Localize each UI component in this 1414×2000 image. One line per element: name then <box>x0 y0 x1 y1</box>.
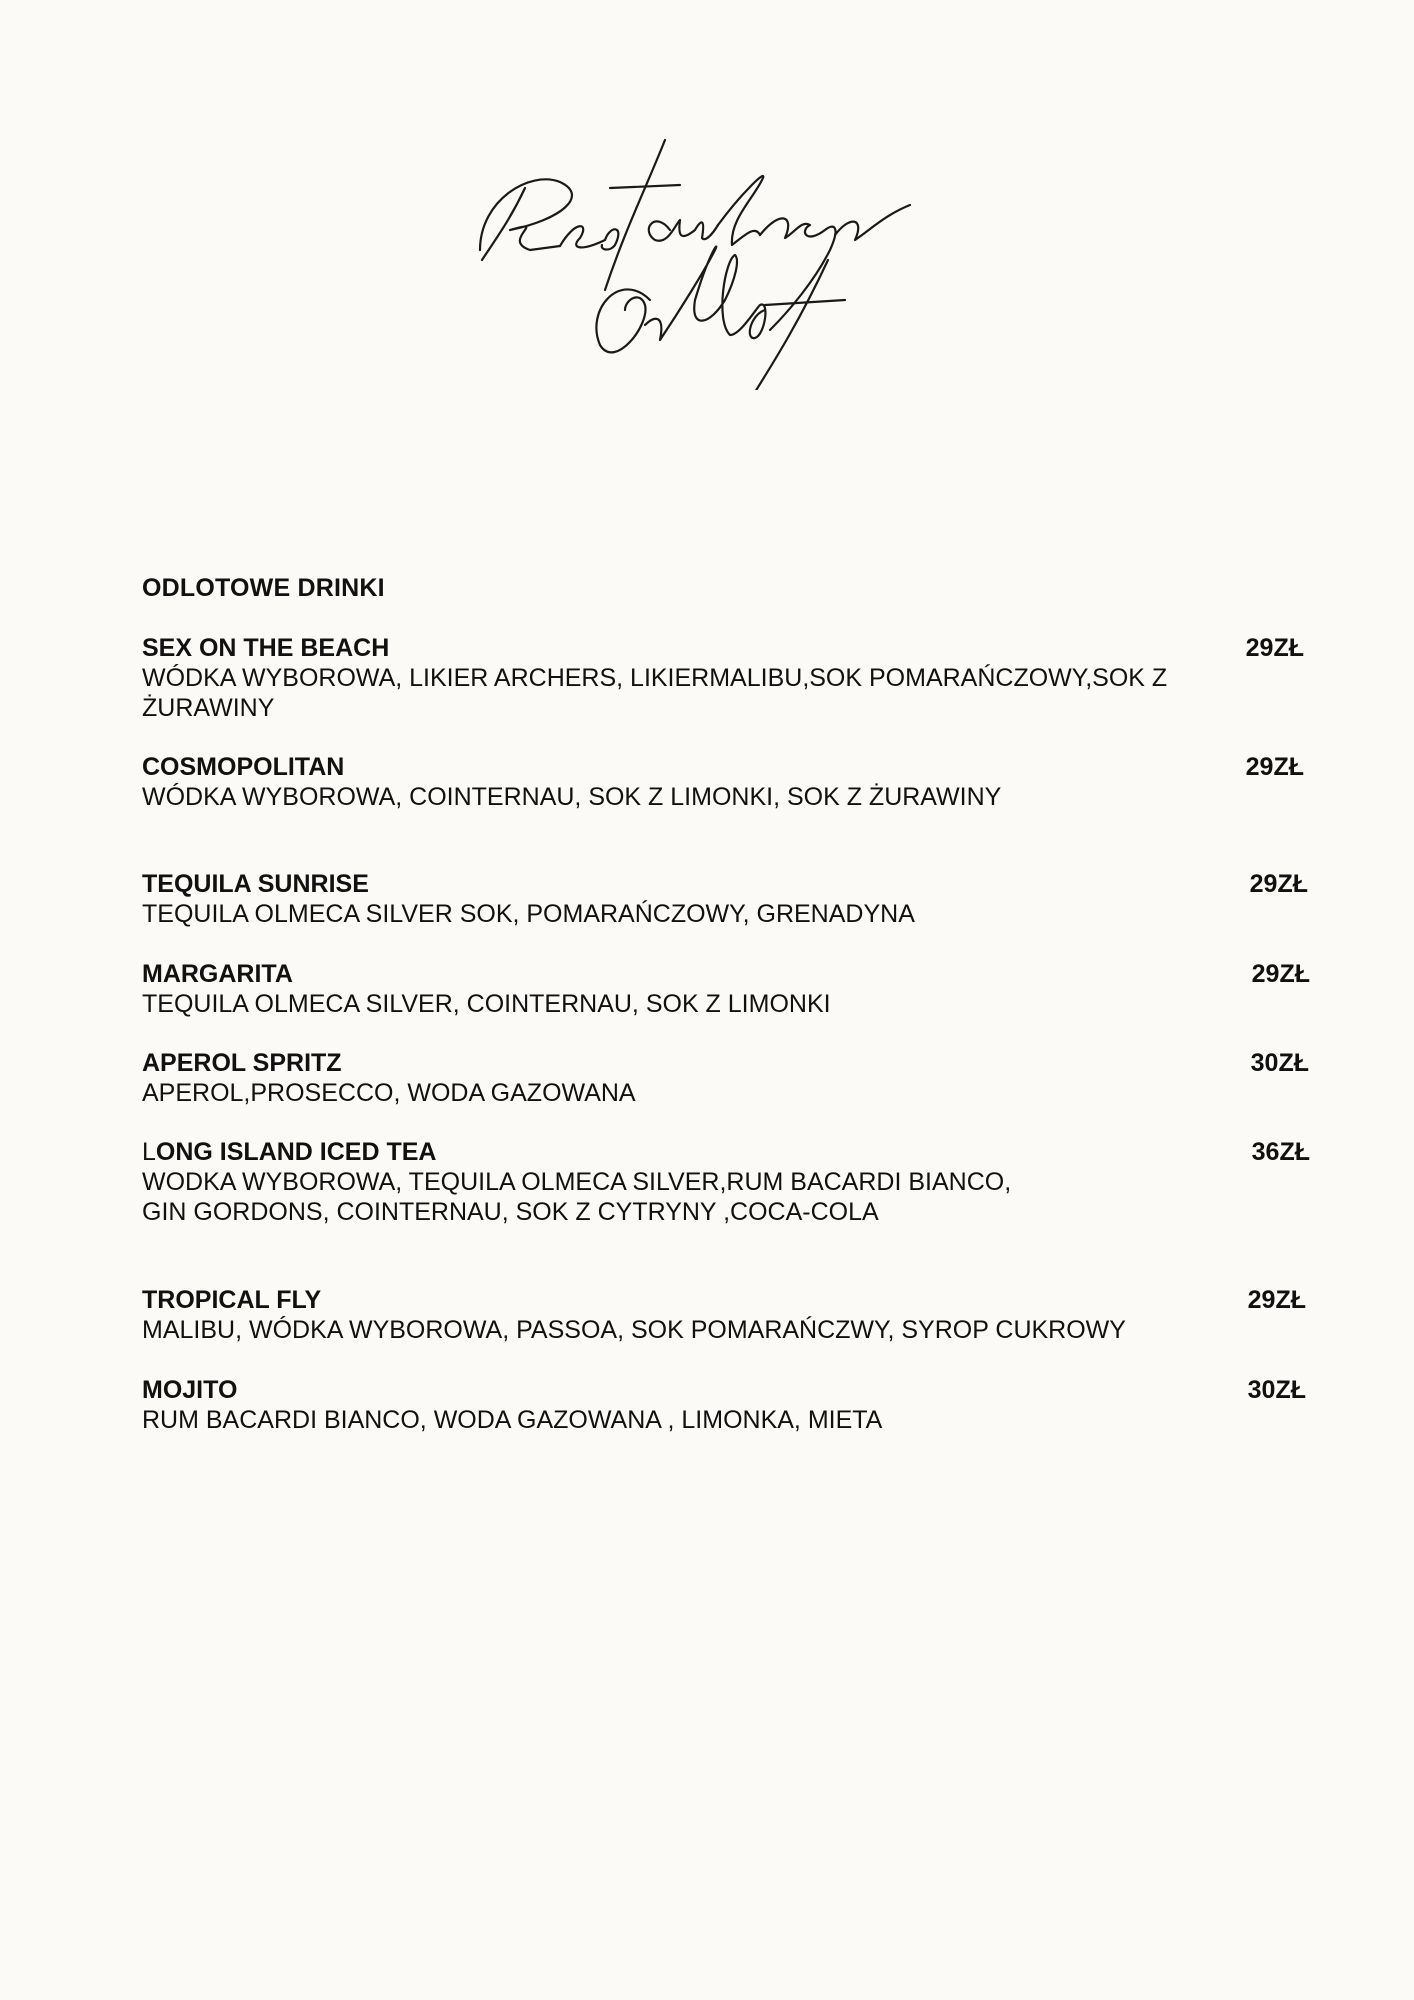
section-title: ODLOTOWE DRINKI <box>142 574 385 602</box>
restaurant-logo <box>440 110 1020 390</box>
item-description: TEQUILA OLMECA SILVER, COINTERNAU, SOK Z LIMONKI <box>142 990 831 1018</box>
item-price: 36ZŁ <box>1251 1138 1310 1166</box>
item-description: WÓDKA WYBOROWA, COINTERNAU, SOK Z LIMONKI, SOK Z ŻURAWINY <box>142 783 1002 811</box>
item-name: SEX ON THE BEACH <box>142 634 390 662</box>
item-description: WODKA WYBOROWA, TEQUILA OLMECA SILVER,RUM BACARDI BIANCO, <box>142 1168 1012 1196</box>
item-name: MOJITO <box>142 1376 238 1404</box>
item-description: TEQUILA OLMECA SILVER SOK, POMARAŃCZOWY, GRENADYNA <box>142 900 915 928</box>
menu-item-tropical-fly <box>142 1285 1322 1345</box>
item-description: APEROL,PROSECCO, WODA GAZOWANA <box>142 1079 636 1107</box>
item-name: TROPICAL FLY <box>142 1286 322 1314</box>
item-name <box>142 1137 1322 1167</box>
menu-item-long-island-iced-tea <box>142 1137 1322 1227</box>
item-description: RUM BACARDI BIANCO, WODA GAZOWANA , LIMONKA, MIETA <box>142 1406 883 1434</box>
item-name: COSMOPOLITAN <box>142 753 345 781</box>
item-price: 29ZŁ <box>1245 753 1304 781</box>
item-price: 30ZŁ <box>1250 1049 1309 1077</box>
item-name-rest: ONG ISLAND ICED TEA <box>155 1138 437 1166</box>
item-price: 29ZŁ <box>1247 1286 1306 1314</box>
menu-item-aperol-spritz <box>142 1048 1322 1108</box>
item-description-line2: GIN GORDONS, COINTERNAU, SOK Z CYTRYNY ,COCA-COLA <box>142 1198 879 1226</box>
item-name-lead: L <box>142 1138 156 1166</box>
menu-item-mojito <box>142 1375 1322 1435</box>
menu-item-tequila-sunrise <box>142 869 1322 929</box>
menu-item-sex-on-the-beach <box>142 633 1322 723</box>
item-price: 29ZŁ <box>1251 960 1310 988</box>
item-price: 29ZŁ <box>1245 634 1304 662</box>
item-description: MALIBU, WÓDKA WYBOROWA, PASSOA, SOK POMARAŃCZWY, SYROP CUKROWY <box>142 1316 1126 1344</box>
menu-item-cosmopolitan <box>142 752 1322 812</box>
item-name: TEQUILA SUNRISE <box>142 870 369 898</box>
item-price: 29ZŁ <box>1249 870 1308 898</box>
item-name: APEROL SPRITZ <box>142 1049 342 1077</box>
menu-item-margarita <box>142 959 1322 1019</box>
item-price: 30ZŁ <box>1247 1376 1306 1404</box>
item-name: MARGARITA <box>142 960 293 988</box>
item-description: WÓDKA WYBOROWA, LIKIER ARCHERS, LIKIERMALIBU,SOK POMARAŃCZOWY,SOK Z ŻURAWINY <box>142 664 1168 722</box>
